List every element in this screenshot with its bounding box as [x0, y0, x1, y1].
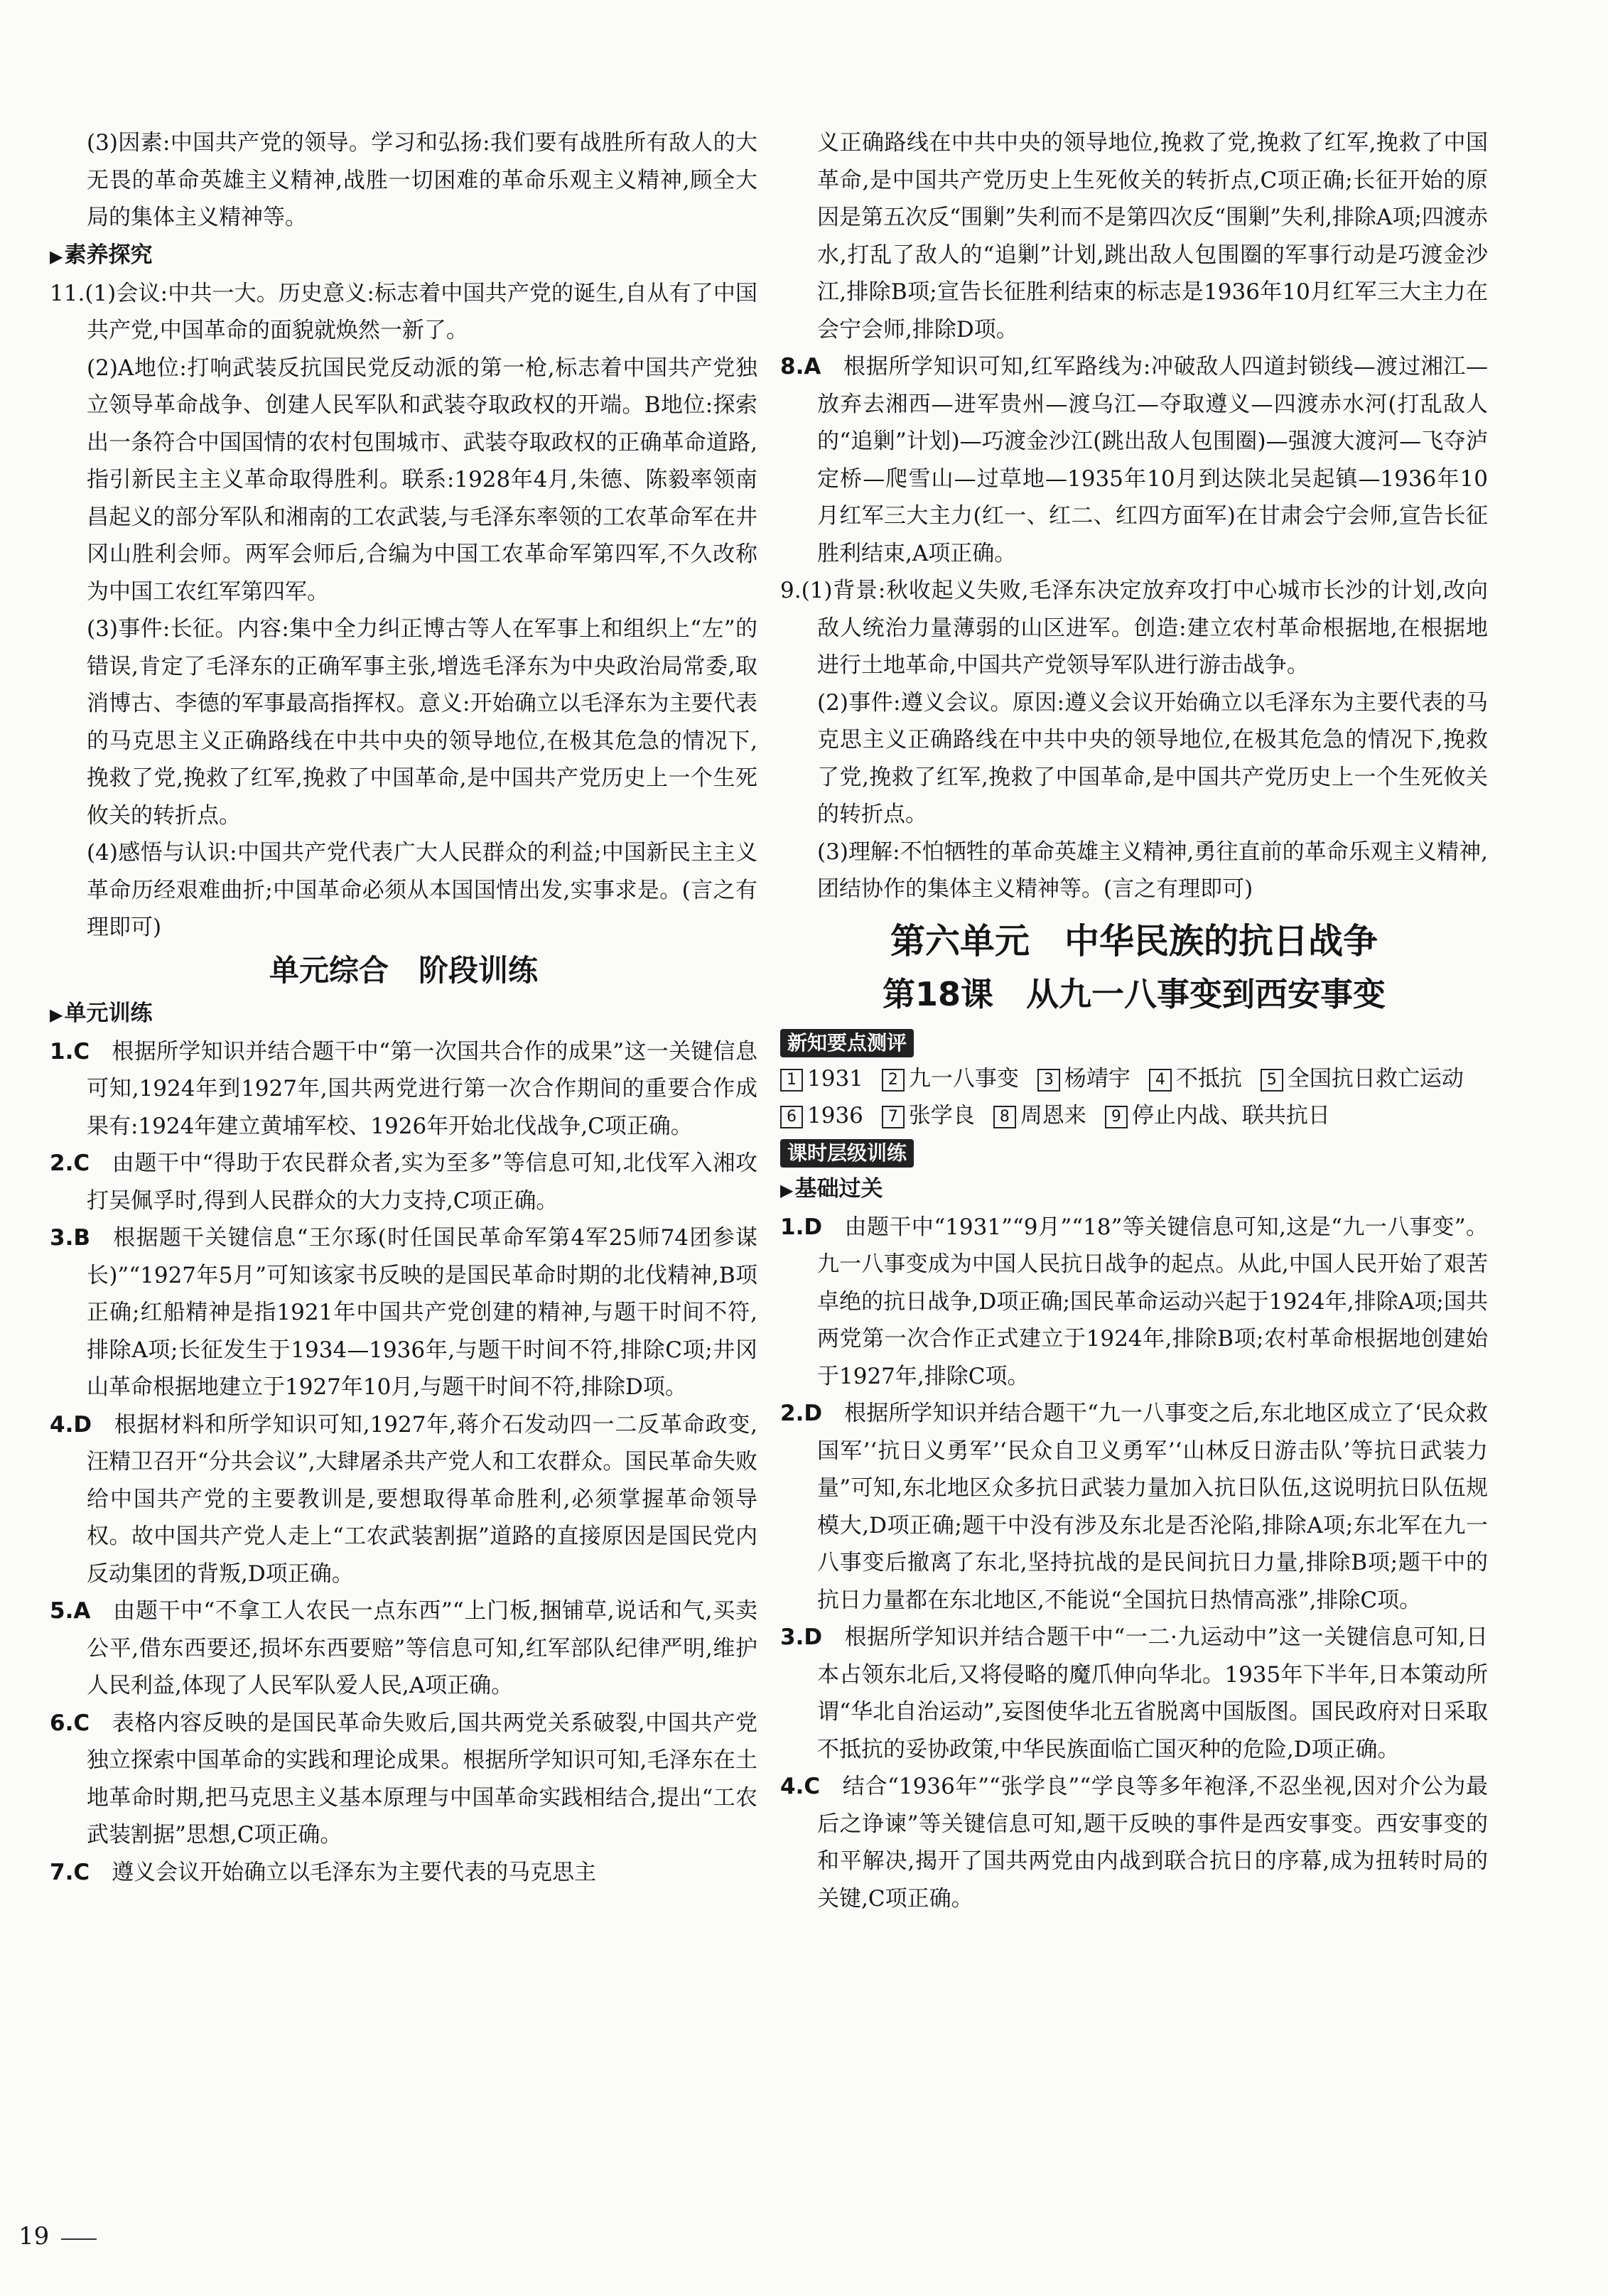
question-11-part-2: (2)A地位:打响武装反抗国民党反动派的第一枪,标志着中国共产党独立领导革命战争、创建人民军队和武装夺取政权的开端。B地位:探索出一条符合中国国情的农村包围城市、武装夺取政权的正确革命道路,指引新民主主义革命取得胜利。联系:1928年4月,朱德、陈毅率领南昌起义的部分军队和湘南的工农武装,与毛泽东率领的工农革命军在井冈山胜利会师。两军会师后,合编为中国工农革命军第四军,不久改称为中国工农红军第四军。 — [87, 355, 757, 605]
section-heading-text: 基础过关 — [794, 1175, 883, 1202]
answer-text: (1)背景:秋收起义失败,毛泽东决定放弃攻打中心城市长沙的计划,改向敌人统治力量薄弱的山区进军。创造:建立农村革命根据地,在根据地进行土地革命,中国共产党领导军队进行游击战争。 — [801, 578, 1488, 678]
answer-explanation: 根据所学知识可知,红军路线为:冲破敌人四道封锁线—渡过湘江—放弃去湘西—进军贵州—渡乌江—夺取遵义—四渡赤水河(打乱敌人的“追剿”计划)—巧渡金沙江(跳出敌人包围圈)—强渡大渡河—飞夺泸定桥—爬雪山—过草地—1935年10月到达陕北吴起镇—1936年10月红军三大主力(红一、红二、红四方面军)在甘肃会宁会师,宣告长征胜利结束,A项正确。 — [817, 354, 1488, 566]
answer-explanation: 根据题干关键信息“王尔琢(时任国民革命军第4军25师74团参谋长)”“1927年5月”可知该家书反映的是国民革命时期的北伐精神,B项正确;红船精神是指1921年中国共产党创建的精神,与题干时间不符,排除A项;长征发生于1934—1936年,与题干时间不符,排除C项;井冈山革命根据地建立于1927年10月,与题干时间不符,排除D项。 — [87, 1225, 757, 1400]
answer-explanation: 由题干中“1931”“9月”“18”等关键信息可知,这是“九一八事变”。九一八事变成为中国人民抗日战争的起点。从此,中国人民开始了艰苦卓绝的抗日战争,D项正确;国民革命运动兴起于1924年,排除A项;国共两党第一次合作正式建立于1924年,排除B项;农村革命根据地创建始于1927年,排除C项。 — [817, 1214, 1488, 1389]
question-number: 11. — [50, 280, 85, 306]
question-7-continued: 义正确路线在中共中央的领导地位,挽救了党,挽救了红军,挽救了中国革命,是中国共产党历史上生死攸关的转折点,C项正确;长征开始的原因是第五次反“围剿”失利而不是第四次反“围剿”失利,排除A项;四渡赤水,打乱了敌人的“追剿”计划,跳出敌人包围圈的军事行动是巧渡金沙江,排除B项;宣告长征胜利结束的标志是1936年10月红军三大主力在会宁会师,排除D项。 — [817, 130, 1488, 343]
left-column — [50, 124, 757, 1891]
answer-letter: D — [804, 1214, 823, 1240]
keyword-text: 停止内战、联共抗日 — [1131, 1103, 1330, 1128]
triangle-bullet-icon: ▶ — [780, 1180, 794, 1200]
answer-explanation: 根据所学知识并结合题干“九一八事变之后,东北地区成立了‘民众救国军’‘抗日义勇军’‘民众自卫义勇军’‘山林反日游击队’等抗日武装力量”可知,东北地区众多抗日武装力量加入抗日队伍,这说明抗日队伍规模大,D项正确;题干中没有涉及东北是否沦陷,排除A项;东北军在九一八事变后撤离了东北,坚持抗战的是民间抗日力量,排除B项;题干中的抗日力量都在东北地区,不能说“全国抗日热情高涨”,排除C项。 — [817, 1401, 1488, 1613]
answer-letter: D — [73, 1411, 92, 1438]
answer-letter: C — [73, 1150, 90, 1176]
unit-review-title: 单元综合 阶段训练 — [269, 952, 538, 988]
keyword-text: 1936 — [807, 1103, 863, 1128]
section-heading-danyuan — [50, 995, 757, 1033]
keyword-text: 周恩来 — [1020, 1103, 1086, 1128]
keyword-text: 杨靖宇 — [1064, 1065, 1131, 1092]
answer-explanation: 根据材料和所学知识可知,1927年,蒋介石发动四一二反革命政变,汪精卫召开“分共会议”,大肆屠杀共产党人和工农群众。国民革命失败给中国共产党的主要教训是,要想取得革命胜利,必须掌握革命领导权。故中国共产党人走上“工农武装割据”道路的直接原因是国民党内反动集团的背叛,D项正确。 — [87, 1411, 757, 1587]
answer-item — [50, 1592, 757, 1705]
keyword-text: 张学良 — [908, 1103, 975, 1128]
answer-explanation: 遵义会议开始确立以毛泽东为主要代表的马克思主 — [112, 1859, 597, 1885]
answer-text: (1)会议:中共一大。历史意义:标志着中国共产党的诞生,自从有了中国共产党,中国革命的面貌就焕然一新了。 — [85, 280, 757, 343]
triangle-bullet-icon: ▶ — [50, 1004, 63, 1025]
badge-keshi: 课时层级训练 — [780, 1139, 914, 1168]
answer-paragraph: (3)因素:中国共产党的领导。学习和弘扬:我们要有战胜所有敌人的大无畏的革命英雄主义精神,战胜一切困难的革命乐观主义精神,顾全大局的集体主义精神等。 — [87, 130, 757, 230]
right-column — [780, 124, 1488, 1917]
answer-letter: D — [804, 1624, 823, 1650]
right-answer-list-a — [780, 348, 1488, 572]
answer-letter: C — [73, 1859, 90, 1885]
answer-letter: C — [804, 1774, 821, 1799]
unit-title: 第六单元 中华民族的抗日战争 — [890, 920, 1378, 961]
answer-letter: A — [73, 1598, 91, 1624]
keyword-item — [1105, 1097, 1330, 1135]
keyword-item — [993, 1097, 1086, 1135]
keyword-answers — [780, 1060, 1488, 1135]
keyword-number-box: 3 — [1037, 1069, 1060, 1092]
answer-explanation: 由题干中“不拿工人农民一点东西”“上门板,捆铺草,说话和气,买卖公平,借东西要还,损坏东西要赔”等信息可知,红军部队纪律严明,维护人民利益,体现了人民军队爱人民,A项正确。 — [87, 1598, 757, 1698]
page-number-dash — [61, 2238, 97, 2240]
answer-letter: B — [73, 1225, 90, 1251]
lesson-title: 第18课 从九一八事变到西安事变 — [882, 974, 1386, 1013]
keyword-number-box: 8 — [993, 1106, 1016, 1128]
question-number: 2. — [50, 1150, 74, 1176]
keyword-number-box: 1 — [780, 1069, 803, 1092]
keyword-item — [780, 1060, 863, 1098]
question-number: 3. — [50, 1225, 74, 1251]
answer-item — [50, 1033, 757, 1146]
answer-explanation: 根据所学知识并结合题干中“一二·九运动中”这一关键信息可知,日本占领东北后,又将侵略的魔爪伸向华北。1935年下半年,日本策动所谓“华北自治运动”,妄图使华北五省脱离中国版图。国民政府对日采取不抵抗的妥协政策,中华民族面临亡国灭种的危险,D项正确。 — [817, 1624, 1488, 1762]
answer-item — [780, 348, 1488, 572]
keyword-item — [882, 1097, 975, 1135]
answer-explanation: 由题干中“得助于农民群众者,实为至多”等信息可知,北伐军入湘攻打吴佩孚时,得到人民群众的大力支持,C项正确。 — [87, 1150, 757, 1214]
section-heading-text: 素养探究 — [64, 242, 153, 268]
answer-item — [780, 1619, 1488, 1768]
keyword-text: 全国抗日救亡运动 — [1287, 1065, 1464, 1092]
keyword-text: 不抵抗 — [1175, 1065, 1242, 1092]
keyword-text: 九一八事变 — [908, 1065, 1019, 1092]
keyword-item — [1037, 1060, 1131, 1098]
answer-explanation: 根据所学知识并结合题干中“第一次国共合作的成果”这一关键信息可知,1924年到1927年,国共两党进行第一次合作期间的重要合作成果有:1924年建立黄埔军校、1926年开始北伐战争,C项正确。 — [87, 1038, 757, 1139]
answer-item — [50, 1145, 757, 1219]
question-number: 8. — [780, 354, 804, 379]
answer-item — [50, 1219, 757, 1406]
keyword-item — [780, 1097, 863, 1135]
keyword-number-box: 5 — [1261, 1069, 1283, 1092]
question-number: 6. — [50, 1710, 74, 1736]
answer-letter: C — [73, 1710, 90, 1736]
question-number: 7. — [50, 1859, 74, 1885]
badge-xinzhi: 新知要点测评 — [780, 1029, 914, 1057]
question-9-part-3: (3)理解:不怕牺牲的革命英雄主义精神,勇往直前的革命乐观主义精神,团结协作的集体主义精神等。(言之有理即可) — [817, 839, 1488, 902]
answer-item — [50, 1406, 757, 1593]
answer-letter: D — [804, 1401, 823, 1426]
right-answer-list-b — [780, 1209, 1488, 1918]
answer-item — [780, 1395, 1488, 1619]
keyword-number-box: 2 — [882, 1069, 905, 1092]
answer-explanation: 结合“1936年”“张学良”“学良等多年袍泽,不忍坐视,因对介公为最后之诤谏”等关键信息可知,题干反映的事件是西安事变。西安事变的和平解决,揭开了国共两党由内战到联合抗日的序幕,成为扭转时局的关键,C项正确。 — [817, 1774, 1488, 1912]
page-number: 19 — [18, 2222, 50, 2251]
question-number: 1. — [50, 1038, 74, 1065]
keyword-item — [1261, 1060, 1464, 1098]
keyword-item — [882, 1060, 1019, 1098]
question-11-part-1 — [50, 275, 757, 350]
answer-item — [780, 1209, 1488, 1396]
triangle-bullet-icon: ▶ — [50, 246, 63, 266]
question-9-part-2: (2)事件:遵义会议。原因:遵义会议开始确立以毛泽东为主要代表的马克思主义正确路线在中共中央的领导地位,在极其危急的情况下,挽救了党,挽救了红军,挽救了中国革命,是中国共产党历史上一个生死攸关的转折点。 — [817, 689, 1488, 827]
question-9-part-1 — [780, 572, 1488, 684]
left-answer-list — [50, 1033, 757, 1892]
keyword-number-box: 7 — [882, 1106, 905, 1128]
question-number: 1. — [780, 1214, 804, 1240]
answer-explanation: 表格内容反映的是国民革命失败后,国共两党关系破裂,中国共产党独立探索中国革命的实践和理论成果。根据所学知识可知,毛泽东在土地革命时期,把马克思主义基本原理与中国革命实践相结合,提出“工农武装割据”思想,C项正确。 — [87, 1710, 757, 1848]
answer-item — [50, 1705, 757, 1854]
question-number: 4. — [780, 1774, 804, 1799]
answer-item — [780, 1768, 1488, 1917]
keyword-item — [1149, 1060, 1242, 1098]
section-heading-jichu — [780, 1170, 1488, 1209]
section-heading-text: 单元训练 — [64, 1000, 153, 1026]
question-number: 9. — [780, 578, 802, 603]
keyword-text: 1931 — [807, 1065, 863, 1092]
keyword-number-box: 6 — [780, 1106, 803, 1128]
question-11-part-3: (3)事件:长征。内容:集中全力纠正博古等人在军事上和组织上“左”的错误,肯定了毛泽东的正确军事主张,增选毛泽东为中央政治局常委,取消博古、李德的军事最高指挥权。意义:开始确立以毛泽东为主要代表的马克思主义正确路线在中共中央的领导地位,在极其危急的情况下,挽救了党,挽救了红军,挽救了中国革命,是中国共产党历史上一个生死攸关的转折点。 — [87, 616, 757, 829]
question-number: 3. — [780, 1624, 804, 1650]
question-number: 2. — [780, 1401, 804, 1426]
keyword-number-box: 9 — [1105, 1106, 1128, 1128]
question-number: 4. — [50, 1411, 74, 1438]
question-number: 5. — [50, 1598, 74, 1624]
section-heading-suyang — [50, 237, 757, 275]
answer-letter: C — [73, 1038, 90, 1065]
answer-item — [50, 1854, 757, 1892]
keyword-number-box: 4 — [1149, 1069, 1172, 1092]
question-11-part-4: (4)感悟与认识:中国共产党代表广大人民群众的利益;中国新民主主义革命历经艰难曲折;中国革命必须从本国国情出发,实事求是。(言之有理即可) — [87, 840, 757, 940]
answer-letter: A — [804, 354, 821, 379]
